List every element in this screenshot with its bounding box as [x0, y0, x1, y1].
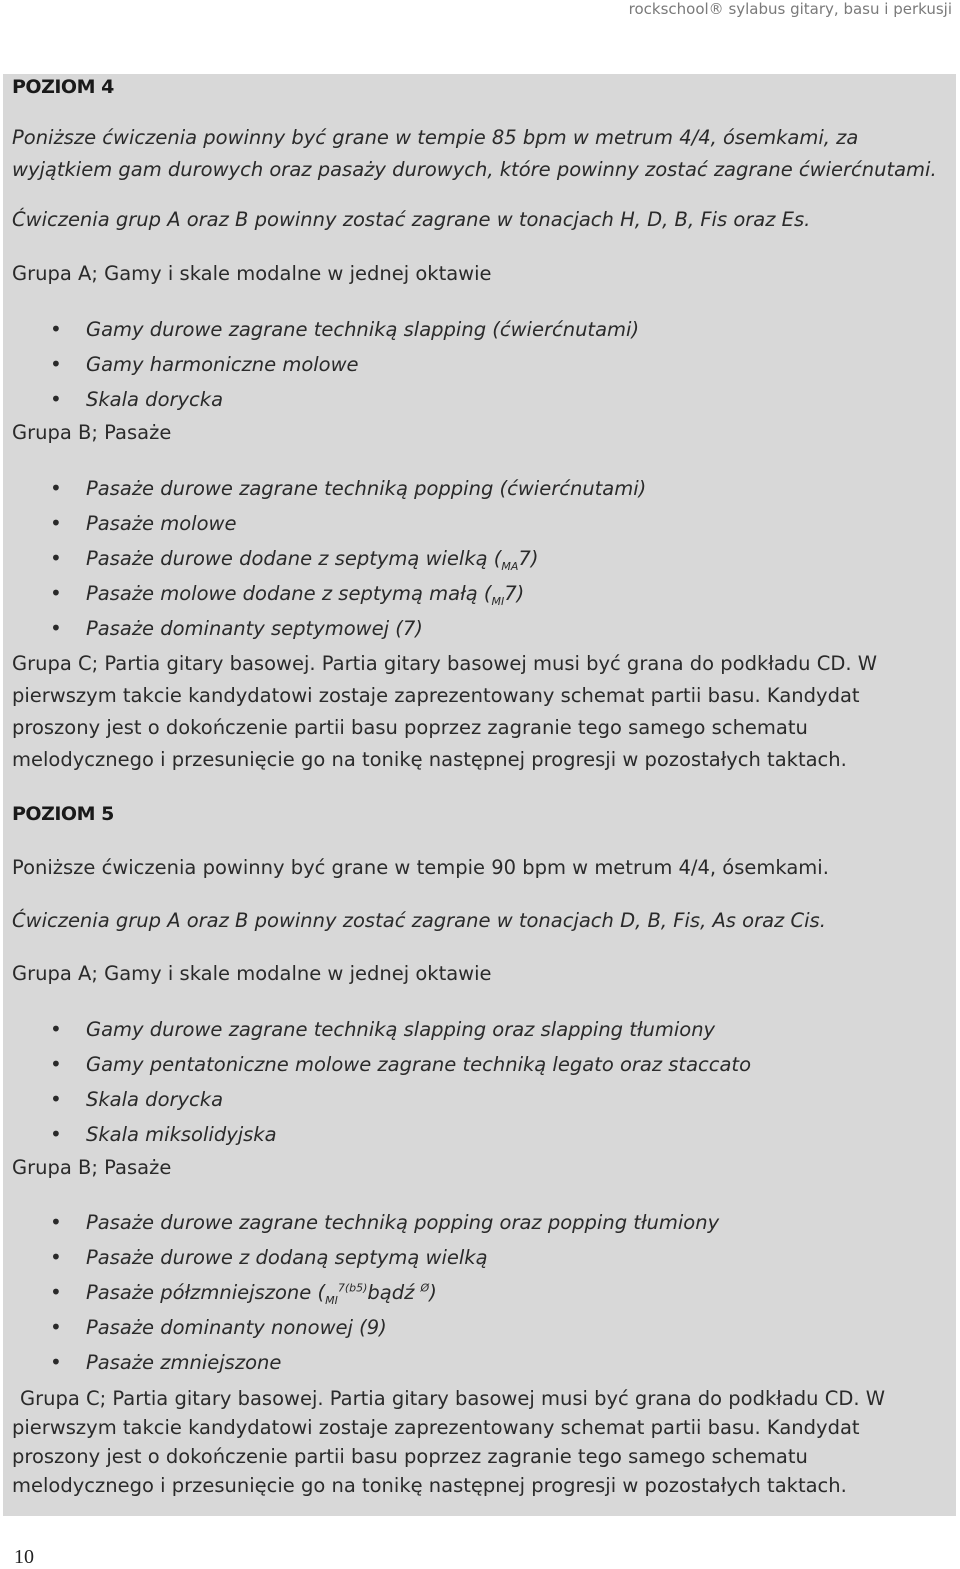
list-item: Gamy pentatoniczne molowe zagrane techniką legato oraz staccato — [86, 1053, 751, 1076]
bullet: • — [50, 581, 62, 605]
level4-groupA-title: Grupa A; Gamy i skale modalne w jednej oktawie — [12, 262, 492, 285]
list-item: Pasaże dominanty nonowej (9) — [86, 1316, 387, 1339]
page-number: 10 — [14, 1546, 34, 1568]
bullet: • — [50, 317, 62, 341]
bullet: • — [50, 352, 62, 376]
bullet: • — [50, 546, 62, 570]
level4-heading: POZIOM 4 — [12, 76, 114, 98]
level5-intro: Poniższe ćwiczenia powinny być grane w tempie 90 bpm w metrum 4/4, ósemkami. — [12, 856, 829, 879]
bullet: • — [50, 1210, 62, 1234]
list-item: Pasaże molowe dodane z septymą małą $(_{MI}7)$ — [86, 582, 525, 608]
level4-intro: Poniższe ćwiczenia powinny być grane w tempie 85 bpm w metrum 4/4, ósemkami, za wyjątkiem gam durowych oraz pasaży durowych, które powinny zostać zagrane ćwierćnutami. — [12, 126, 937, 181]
bullet: • — [50, 616, 62, 640]
list-item: Pasaże molowe — [86, 512, 237, 535]
list-item: Pasaże durowe dodane z septymą wielką $(_{MA}7)$ — [86, 547, 539, 573]
list-item: Skala dorycka — [86, 1088, 224, 1111]
list-item: Gamy durowe zagrane techniką slapping oraz slapping tłumiony — [86, 1018, 716, 1041]
list-item: Gamy durowe zagrane techniką slapping (ćwierćnutami) — [86, 318, 640, 341]
bullet: • — [50, 1245, 62, 1269]
level4-groupB-title: Grupa B; Pasaże — [12, 421, 172, 444]
list-item: Pasaże durowe z dodaną septymą wielką — [86, 1246, 488, 1269]
bullet: • — [50, 1350, 62, 1374]
level5-heading: POZIOM 5 — [12, 803, 114, 825]
bullet: • — [50, 387, 62, 411]
bullet: • — [50, 1315, 62, 1339]
list-item: Pasaże durowe zagrane techniką popping oraz popping tłumiony — [86, 1211, 720, 1234]
level5-groupB-title: Grupa B; Pasaże — [12, 1156, 172, 1179]
level4-groupC: Grupa C; Partia gitary basowej. Partia gitary basowej musi być grana do podkładu CD. W pierwszym takcie kandydatowi zostaje zaprezentowany schemat partii basu. Kandydat proszony jest o dokończenie partii basu poprzez zagranie tego samego schematu melodycznego i przesunięcie go na tonikę następnej progresji w pozostałych taktach. — [12, 652, 878, 771]
bullet: • — [50, 476, 62, 500]
bullet: • — [50, 1280, 62, 1304]
level5-keys: Ćwiczenia grup A oraz B powinny zostać zagrane w tonacjach D, B, Fis, As oraz Cis. — [12, 909, 826, 932]
bullet: • — [50, 1052, 62, 1076]
level5-groupC: Grupa C; Partia gitary basowej. Partia gitary basowej musi być grana do podkładu CD. W pierwszym takcie kandydatowi zostaje zaprezentowany schemat partii basu. Kandydat proszony jest o dokończenie partii basu poprzez zagranie tego samego schematu melodycznego i przesunięcie go na tonikę następnej progresji w pozostałych taktach. — [12, 1387, 886, 1497]
bullet: • — [50, 511, 62, 535]
list-item: Pasaże durowe zagrane techniką popping (ćwierćnutami) — [86, 477, 647, 500]
list-item: Pasaże półzmniejszone ($_{MI}^{7(b5)}bądź$ $^Ø$) — [86, 1281, 437, 1307]
bullet: • — [50, 1017, 62, 1041]
list-item: Pasaże dominanty septymowej (7) — [86, 617, 423, 640]
list-item: Pasaże zmniejszone — [86, 1351, 282, 1374]
list-item: Skala miksolidyjska — [86, 1123, 277, 1146]
bullet: • — [50, 1122, 62, 1146]
list-item: Gamy harmoniczne molowe — [86, 353, 359, 376]
running-header: rockschool® sylabus gitary, basu i perkusji — [628, 0, 952, 18]
level5-groupA-title: Grupa A; Gamy i skale modalne w jednej oktawie — [12, 962, 492, 985]
bullet: • — [50, 1087, 62, 1111]
list-item: Skala dorycka — [86, 388, 224, 411]
level4-keys: Ćwiczenia grup A oraz B powinny zostać zagrane w tonacjach H, D, B, Fis oraz Es. — [12, 208, 811, 231]
